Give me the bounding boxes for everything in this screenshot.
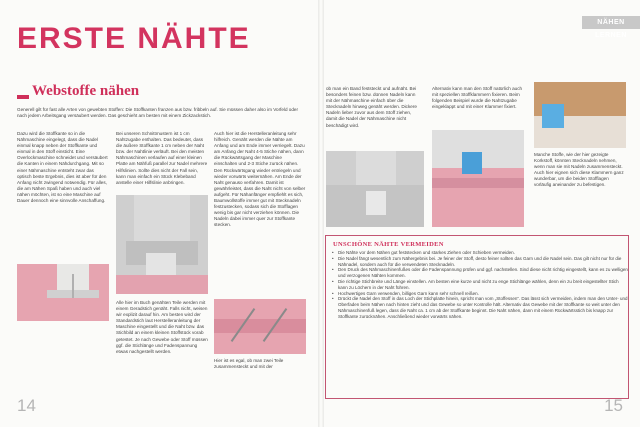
tip-item: • Den Druck des Nähmaschinenfußes oder die Fadenspannung prüfen und ggf. nachstellen. Sind diese nicht richtig eingestellt, kann es zu welligen und verzogenen Nähten kommen. bbox=[338, 267, 628, 279]
tip-list bbox=[331, 250, 628, 320]
photo-machine-stitching bbox=[326, 151, 424, 227]
section-heading: Webstoffe nähen bbox=[32, 83, 140, 99]
photo-cork-clip bbox=[534, 82, 626, 148]
tip-item: • Die Nähte vor dem Nähen gut feststecken und starkes Ziehen oder Schieben vermeiden. bbox=[338, 250, 628, 256]
left-col3b-text: Hier ist es egal, ob man zwei Teile zusammensteckt und mit der bbox=[214, 358, 284, 370]
right-col2-text: Alternativ kann man den Stoff natürlich auch mit speziellen Stoffklammern fixieren. Beim folgenden Beispiel wurde die Nahtzugabe eingeklappt und mit einer Klammer fixiert. bbox=[432, 86, 523, 110]
left-col1-text: Dazu wird die Stoffkante so in die Nähmaschine eingelegt, dass die Nadel einmal knapp neben der Stoffkante und einmal in den Stoff einsticht. Eine Overlockmaschine schneidet und versäubert die Kanten in einem Nähdurchgang. Mit so einer Nähmaschine entsteht zwar das optisch beste Ergebnis, dies ist aber für den Anfang nicht zwingend notwendig. Für alles, die am Nähen Spaß haben und auch viel nähen möchten, ist so eine Maschine auf Dauer dennoch eine sinnvolle Anschaffung. bbox=[17, 131, 108, 204]
tip-box bbox=[325, 235, 629, 399]
chapter-tab: NÄHEN LERNEN bbox=[582, 16, 640, 29]
photo-presser-foot bbox=[116, 195, 208, 294]
tip-item: • Die richtige Stichbreite und Länge einstellen. Am besten eine kurze und nicht zu enge Stichlänge wählen, denn ein zu breit eingestellter Stich kann zu Löchern in der Naht führen. bbox=[338, 279, 628, 291]
tip-item: • Die Nadel fängt wesentlich zum Nähergebnis bei. Je feiner der Stoff, desto feiner sollten das Garn und die Nadel sein. Das gilt nicht nur für die Nähnadel, sondern auch für die verwendeten Stecknadeln. bbox=[338, 256, 628, 268]
page-number-right: 15 bbox=[604, 396, 623, 415]
photo-machine-pink-fabric bbox=[17, 264, 109, 321]
heading-accent-bar bbox=[17, 95, 29, 99]
right-col3-text: Manche Stoffe, wie der hier gezeigte Korkstoff, könnten Stecknadeln nehmen, wenn man sie mit Nadeln zusammensteckt. Auch hier eignen sich diese Klammern ganz wunderbar, um die beiden Stofflagen vorläufig aneinander zu befestigen. bbox=[534, 152, 624, 188]
right-col1-text: ob man ein Band feststeckt und aufnäht. Bei besonders feinen bzw. dünnen Nadeln kann mit der Nähmaschine einfach über die Stecknadeln hinweg genäht werden. Dickere Nadeln lieber zuvor aus dem Stoff ziehen, damit die Nadel der Nähmaschine nicht beschädigt wird. bbox=[326, 86, 417, 128]
page-number-left: 14 bbox=[17, 396, 36, 415]
tip-item: • Drückt die Nadel den Stoff in das Loch der Stichplatte hinein, spricht man vom „Stoffessen“. Das lässt sich vermeiden, indem man den Unter- und Oberfaden beim Nähen nach hinten zieht und das Gewebe so unter Kontrolle hält. Alternativ das Gewebe mit der Stoffkante so weit unter den Nähmaschinenfuß legen, dass die Naht ca. 1 cm ab der Stoffkante beginnt. Die Naht nähen, dann mit einem Rückwärtsstich bis knapp zur Stoffkante zurücknähen. Anschließend wieder vorwärts nähen. bbox=[338, 296, 628, 319]
photo-fabric-clip bbox=[432, 130, 524, 227]
left-col3-text: Auch hier ist die Herstelleranleitung sehr hilfreich. Genäht werden die Nähte am Anfang und am Ende immer verriegelt. Dazu am Anfang der Naht 4-5 Stiche nähen, dann die Rückwärtsgang der Maschine einschalten und 2-3 Stiche zurück nähen. Den Rückwärtsgang wieder entriegeln und wieder vorwärts weiternähen. Am Ende der Naht genauso verfahren. Damit ist gewährleistet, dass die Naht nicht von selber aufgeht. Für Nähanfänger empfiehlt es sich, Baumwollstoffe immer gut mit Stecknadeln festzustecken, sodass sich die Stofflagen wenig bis gar nicht verziehen können. Die Nadeln dabei immer quer zur Stoffkante stecken. bbox=[214, 131, 306, 228]
left-col2b-text: Alle hier im Buch genähten Teile werden mit einem Geradstich genäht. Falls nicht, weisen wir explizit darauf hin. Am besten wird der Standardstich laut Herstelleranleitung der Maschine eingestellt und die Naht bzw. das Stichbild an einem kleinen Stoffstück vorab getestet. Je nach Gewebe oder Stoff müssen ggf. die Stichlänge und Fadenspannung etwas nachgestellt werden. bbox=[116, 300, 208, 354]
tip-box-title: UNSCHÖNE NÄHTE VERMEIDEN bbox=[333, 241, 444, 248]
left-col2-text: Bei unseren Schnittmustern ist 1 cm Nahtzugabe enthalten. Das bedeutet, dass die äußere Stoffkante 1 cm neben der Naht bzw. der Nahtlinie verläuft. Bei den meisten Nähmaschinen verlaufen auf einer kleinen Platte am Nähfuß parallel zur Nadel mehrere Hilfslinien. Sollte dies nicht der Fall sein, kann man einfach ein Stück Klebeband anstelle einer Hilfslinie anbringen. bbox=[116, 131, 208, 185]
photo-pinned-fabric bbox=[214, 299, 306, 354]
book-gutter bbox=[318, 0, 324, 427]
page-title: ERSTE NÄHTE bbox=[17, 22, 251, 55]
tip-item: • Hochwertiges Garn verwenden, billiges Garn kann sehr schnell reißen. bbox=[338, 291, 628, 297]
intro-paragraph: Generell gilt für fast alle Arten von gewebten Stoffen: Die Stoffkanten franzen aus bzw. fribbeln auf. Sie müssen daher also im Vorfeld oder nach jedem Arbeitsgang versäubert werden. Das geschieht am besten mit einem Zickzackstich. bbox=[17, 107, 298, 118]
